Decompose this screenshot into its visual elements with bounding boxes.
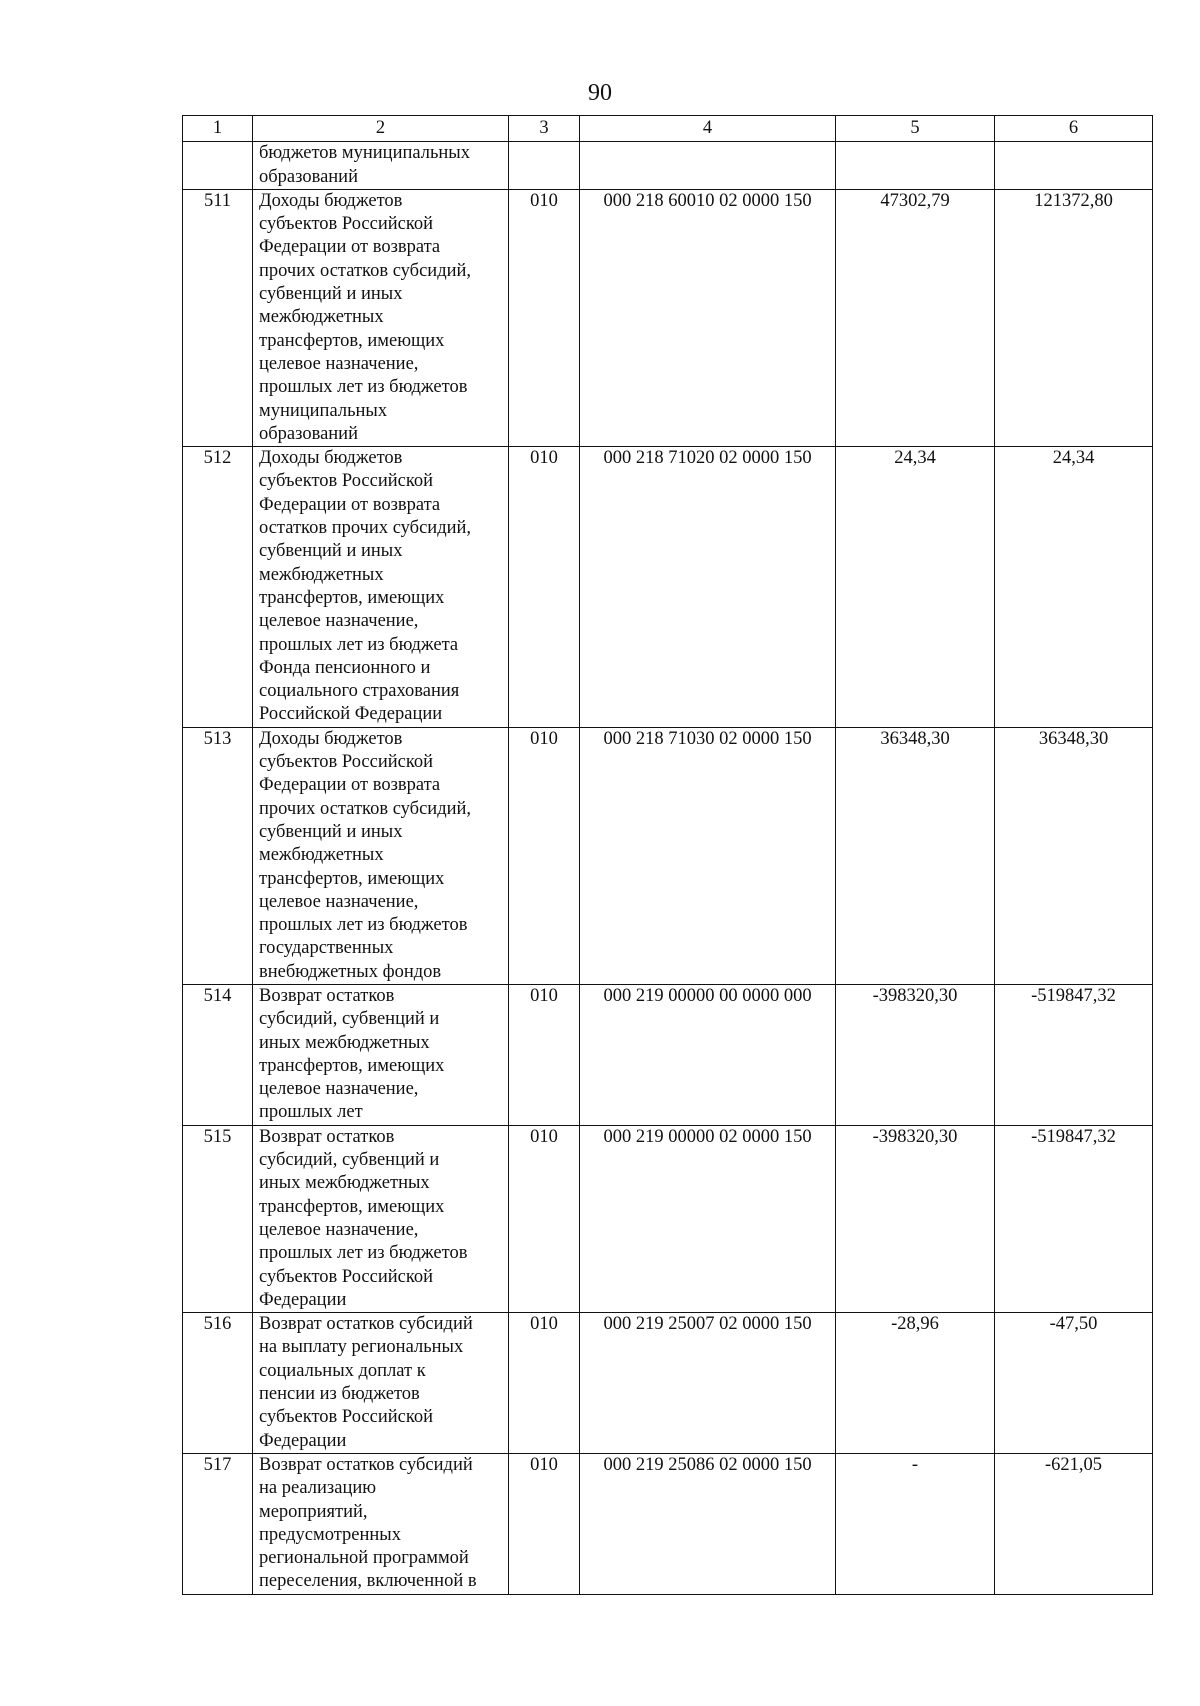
row-code: 010 [509,984,580,1125]
row-number: 513 [183,727,253,984]
header-col-2: 2 [253,116,509,142]
table-row [183,1125,1153,1312]
row-code: 010 [509,1453,580,1594]
table-row [183,189,1153,446]
table-header-row [183,116,1153,142]
row-value-5: 24,34 [836,447,995,728]
row-budget-code: 000 218 71030 02 0000 150 [580,727,836,984]
page-number: 90 [588,80,612,106]
header-col-6: 6 [995,116,1153,142]
header-col-1: 1 [183,116,253,142]
row-number: 517 [183,1453,253,1594]
budget-table [182,115,1153,1595]
row-value-5: -398320,30 [836,984,995,1125]
table-row [183,727,1153,984]
table-body [183,142,1153,1594]
row-number [183,142,253,190]
row-value-5: -398320,30 [836,1125,995,1312]
row-number: 514 [183,984,253,1125]
table-row [183,142,1153,190]
row-name-text: Возврат остатков субсидий на выплату региональных социальных доплат к пенсии из бюджетов субъектов Российской Федерации [259,1314,473,1451]
row-name [253,1313,509,1454]
row-name-text: бюджетов муниципальных образований [259,143,470,187]
row-value-6 [995,142,1153,190]
row-name [253,142,509,190]
row-name-text: Доходы бюджетов субъектов Российской Федерации от возврата прочих остатков субсидий, субвенций и иных межбюджетных трансфертов, имеющих целевое назначение, прошлых лет из бюджетов муниципальных образований [259,190,472,444]
row-budget-code: 000 218 60010 02 0000 150 [580,189,836,446]
row-name-text: Возврат остатков субсидий, субвенций и иных межбюджетных трансфертов, имеющих целевое назначение, прошлых лет из бюджетов субъектов Российской Федерации [259,1126,468,1310]
row-name [253,447,509,728]
row-value-6: 24,34 [995,447,1153,728]
row-code: 010 [509,447,580,728]
row-name-text: Возврат остатков субсидий, субвенций и иных межбюджетных трансфертов, имеющих целевое назначение, прошлых лет [259,985,445,1123]
row-number: 512 [183,447,253,728]
header-col-5: 5 [836,116,995,142]
row-value-5: 47302,79 [836,189,995,446]
row-budget-code [580,142,836,190]
row-value-5: -28,96 [836,1313,995,1454]
row-name-text: Возврат остатков субсидий на реализацию мероприятий, предусмотренных региональной программой переселения, включенной в [259,1454,477,1592]
row-code: 010 [509,189,580,446]
row-budget-code: 000 219 25007 02 0000 150 [580,1313,836,1454]
row-budget-code: 000 219 00000 00 0000 000 [580,984,836,1125]
table-row [183,447,1153,728]
row-value-6: -519847,32 [995,984,1153,1125]
table-row [183,1453,1153,1594]
row-value-5: - [836,1453,995,1594]
row-number: 515 [183,1125,253,1312]
row-budget-code: 000 219 25086 02 0000 150 [580,1453,836,1594]
row-budget-code: 000 218 71020 02 0000 150 [580,447,836,728]
row-code: 010 [509,1313,580,1454]
row-value-6: -519847,32 [995,1125,1153,1312]
row-value-6: 36348,30 [995,727,1153,984]
header-col-3: 3 [509,116,580,142]
row-name [253,1125,509,1312]
row-value-5 [836,142,995,190]
table-row [183,1313,1153,1454]
row-value-6: 121372,80 [995,189,1153,446]
row-value-5: 36348,30 [836,727,995,984]
row-name [253,1453,509,1594]
header-col-4: 4 [580,116,836,142]
row-name [253,189,509,446]
row-code: 010 [509,727,580,984]
row-number: 511 [183,189,253,446]
row-value-6: -47,50 [995,1313,1153,1454]
row-name-text: Доходы бюджетов субъектов Российской Федерации от возврата остатков прочих субсидий, субвенций и иных межбюджетных трансфертов, имеющих целевое назначение, прошлых лет из бюджета Фонда пенсионного и социального страхования Российской Федерации [259,448,472,725]
row-code: 010 [509,1125,580,1312]
row-code [509,142,580,190]
row-name-text: Доходы бюджетов субъектов Российской Федерации от возврата прочих остатков субсидий, субвенций и иных межбюджетных трансфертов, имеющих целевое назначение, прошлых лет из бюджетов государственных внебюджетных фондов [259,728,472,982]
row-value-6: -621,05 [995,1453,1153,1594]
row-budget-code: 000 219 00000 02 0000 150 [580,1125,836,1312]
row-name [253,727,509,984]
table-row [183,984,1153,1125]
row-name [253,984,509,1125]
row-number: 516 [183,1313,253,1454]
